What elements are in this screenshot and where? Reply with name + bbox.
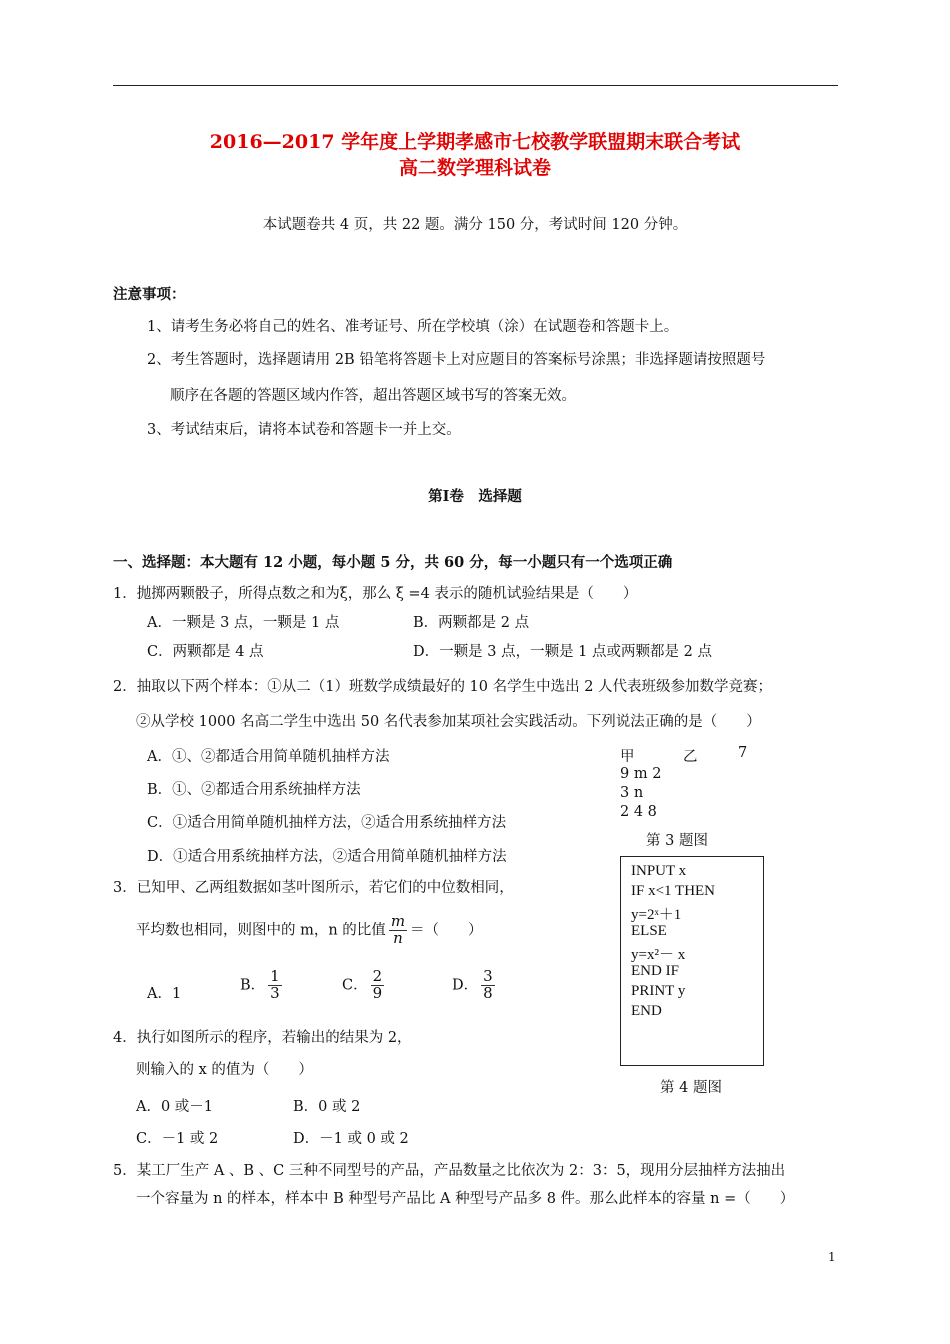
section-heading: 第Ⅰ卷 选择题 xyxy=(428,488,522,505)
q3-option-a: A．1 xyxy=(147,986,182,1002)
q5-stem-1: 5．某工厂生产 A 、B 、C 三种不同型号的产品，产品数量之比依次为 2：3：5，现用分层抽样方法抽出 xyxy=(113,1163,786,1179)
q1-option-a: A．一颗是 3 点，一颗是 1 点 xyxy=(147,615,340,631)
title-line-2: 高二数学理科试卷 xyxy=(398,157,551,179)
q4-option-b: B．0 或 2 xyxy=(293,1099,361,1115)
q2-option-b: B．①、②都适合用系统抽样方法 xyxy=(147,782,361,798)
q3-option-c-num: 2 xyxy=(372,967,383,985)
notes-heading: 注意事项： xyxy=(113,286,186,303)
note-item-2a: 2、考生答题时，选择题请用 2B 铅笔将答题卡上对应题目的答案标号涂黑；非选择题请按照题号 xyxy=(147,352,766,368)
q2-option-c: C．①适合用简单随机抽样方法，②适合用系统抽样方法 xyxy=(147,815,507,831)
q3-option-c-den: 9 xyxy=(372,983,383,1002)
q2-option-a: A．①、②都适合用简单随机抽样方法 xyxy=(147,749,390,765)
program-line-3: y=2ˣ＋1 xyxy=(631,907,682,923)
program-line-4: ELSE xyxy=(631,923,667,939)
q1-option-c: C．两颗都是 4 点 xyxy=(147,644,264,660)
q3-option-d-fraction xyxy=(481,969,495,1002)
q3-option-c xyxy=(342,969,387,1002)
q3-ratio-fraction xyxy=(389,914,407,947)
q4-option-a: A．0 或－1 xyxy=(136,1099,214,1115)
program-line-8: END xyxy=(631,1003,662,1019)
q2-stem-1: 2．抽取以下两个样本：①从二（1）班数学成绩最好的 10 名学生中选出 2 人代表班级参加数学竞赛； xyxy=(113,679,773,695)
stemleaf-header-7: 7 xyxy=(738,745,748,761)
q1-option-d: D．一颗是 3 点，一颗是 1 点或两颗都是 2 点 xyxy=(413,644,712,660)
q3-option-b xyxy=(240,969,285,1002)
q4-option-d: D．－1 或 0 或 2 xyxy=(293,1131,409,1147)
q3-option-b-den: 3 xyxy=(270,983,280,1002)
title-line-1: 2016—2017 学年度上学期孝感市七校教学联盟期末联合考试 xyxy=(209,131,741,153)
q3-option-d-num: 3 xyxy=(483,967,493,985)
stemleaf-header-yi: 乙 xyxy=(683,749,698,765)
program-caption: 第 4 题图 xyxy=(660,1080,722,1096)
q4-stem-1: 4．执行如图所示的程序，若输出的结果为 2， xyxy=(113,1030,412,1046)
q3-option-d-label: D． xyxy=(452,977,479,994)
header-rule xyxy=(113,85,838,86)
note-item-2b: 顺序在各题的答题区域内作答，超出答题区域书写的答案无效。 xyxy=(170,388,576,404)
stemleaf-row-2: 3 n xyxy=(620,785,644,801)
q2-option-d: D．①适合用系统抽样方法，②适合用简单随机抽样方法 xyxy=(147,849,507,865)
q3-option-b-label: B． xyxy=(240,977,266,994)
q3-option-b-num: 1 xyxy=(270,967,280,985)
q3-option-c-label: C． xyxy=(342,977,368,994)
q4-option-c: C．－1 或 2 xyxy=(136,1131,219,1147)
stemleaf-caption: 第 3 题图 xyxy=(646,833,708,849)
q5-stem-2: 一个容量为 n 的样本，样本中 B 种型号产品比 A 种型号产品多 8 件。那么此样本的容量 n =（ ） xyxy=(136,1191,795,1207)
q3-option-b-fraction xyxy=(268,969,282,1002)
q4-stem-2: 则输入的 x 的值为（ ） xyxy=(136,1062,313,1078)
note-item-3: 3、考试结束后，请将本试卷和答题卡一并上交。 xyxy=(147,422,461,438)
program-line-6: END IF xyxy=(631,963,679,979)
program-box xyxy=(620,856,764,1066)
q3-frac-den: n xyxy=(393,928,403,947)
stemleaf-row-1: 9 m 2 xyxy=(620,766,662,782)
q3-stem-2 xyxy=(136,914,483,947)
q3-option-d-den: 8 xyxy=(483,983,493,1002)
q2-stem-2: ②从学校 1000 名高二学生中选出 50 名代表参加某项社会实践活动。下列说法正确的是（ ） xyxy=(136,714,761,730)
stemleaf-header-jia: 甲 xyxy=(620,749,635,765)
program-line-5: y=x²－ x xyxy=(631,947,686,963)
q3-option-d xyxy=(452,969,498,1002)
note-item-1: 1、请考生务必将自己的姓名、准考证号、所在学校填（涂）在试题卷和答题卡上。 xyxy=(147,319,679,335)
q1-stem: 1．抛掷两颗骰子，所得点数之和为ξ，那么 ξ =4 表示的随机试验结果是（ ） xyxy=(113,586,638,602)
q1-option-b: B．两颗都是 2 点 xyxy=(413,615,530,631)
exam-info: 本试题卷共 4 页，共 22 题。满分 150 分，考试时间 120 分钟。 xyxy=(262,217,688,233)
stemleaf-row-3: 2 4 8 xyxy=(620,804,657,820)
q3-stem-2-post: ＝（ ） xyxy=(410,922,483,939)
program-line-1: INPUT x xyxy=(631,863,687,879)
program-line-2: IF x<1 THEN xyxy=(631,883,716,899)
q3-stem-2-pre: 平均数也相同，则图中的 m，n 的比值 xyxy=(136,922,386,939)
q3-frac-num: m xyxy=(390,912,406,930)
part-title: 一、选择题：本大题有 12 小题，每小题 5 分，共 60 分，每一小题只有一个选项正确 xyxy=(113,554,673,571)
q3-stem-1: 3．已知甲、乙两组数据如茎叶图所示，若它们的中位数相同， xyxy=(113,880,514,896)
q3-option-c-fraction xyxy=(371,969,385,1002)
page-number: 1 xyxy=(828,1250,836,1264)
program-line-7: PRINT y xyxy=(631,983,686,999)
